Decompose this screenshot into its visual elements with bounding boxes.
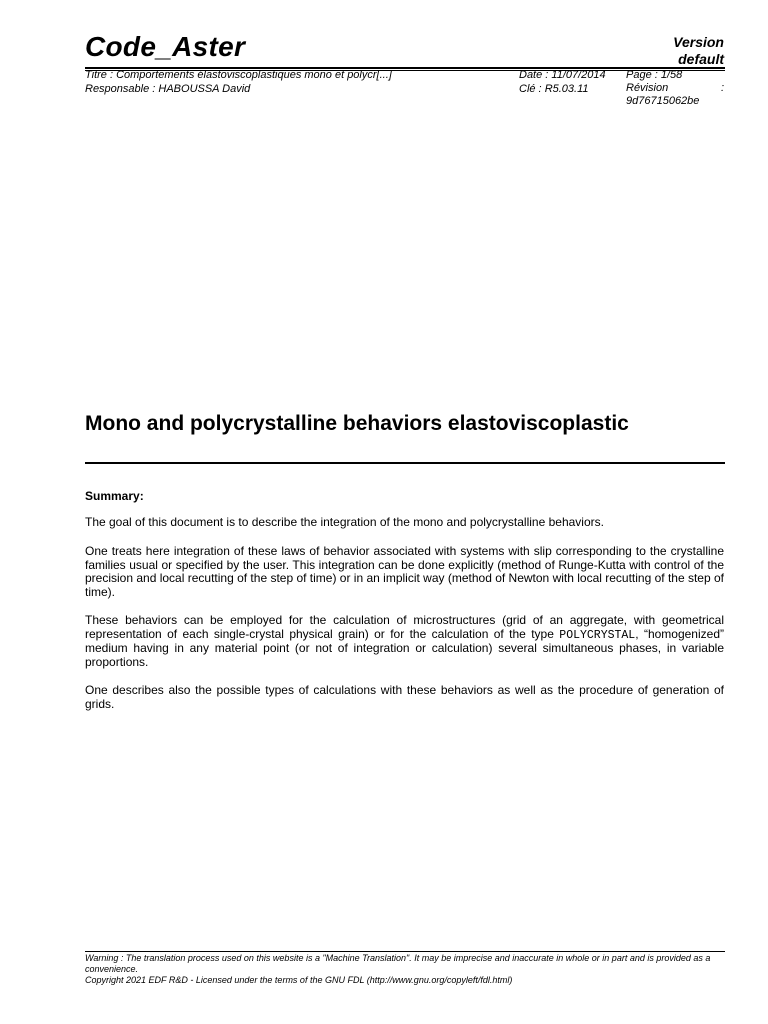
version-value: default — [678, 51, 724, 67]
footer-warning: Warning : The translation process used on this website is a "Machine Translation". It may be imprecise and inaccurate in whole or in part and is provided as a convenience. — [85, 953, 711, 974]
summary-paragraph-3 — [85, 614, 724, 669]
summary-paragraph-2: One treats here integration of these laws of behavior associated with systems with slip corresponding to the crystalline families usual or specified by the user. This integration can be done explicitly (method of Runge-Kutta with control of the precision and local recutting of the step of time) or in an implicit way (method of Newton with local recutting of the step of time). — [85, 544, 724, 599]
paragraph-3-text-end: , “homogenized” medium having in any material point (or not of integration or calculation) several simultaneous phases, in variable proportions. — [85, 626, 724, 669]
header-revision — [626, 82, 724, 95]
header-cle — [519, 83, 589, 96]
responsable-value: HABOUSSA David — [158, 83, 251, 95]
cle-value: R5.03.11 — [544, 83, 589, 95]
header-responsable — [85, 83, 250, 96]
header-page — [626, 69, 682, 82]
document-title: Mono and polycrystalline behaviors elastoviscoplastic — [85, 412, 629, 435]
date-value: 11/07/2014 — [551, 69, 606, 81]
summary-heading: Summary: — [85, 489, 144, 503]
titre-label: Titre : — [85, 69, 117, 81]
revision-value: 9d76715062be — [626, 95, 700, 107]
titre-value: Comportements élastoviscoplastiques mono et polycr[...] — [116, 69, 392, 81]
date-label: Date : — [519, 69, 552, 81]
page-value: 1/58 — [660, 69, 683, 81]
version-label: Version — [673, 34, 724, 50]
cle-label: Clé : — [519, 83, 545, 95]
footer-copyright: Copyright 2021 EDF R&D - Licensed under the terms of the GNU FDL (http://www.gnu.org/copyleft/fdl.html) — [85, 975, 513, 985]
code-aster-logo: Code_Aster — [85, 31, 246, 62]
revision-colon: : — [720, 82, 724, 94]
responsable-label: Responsable : — [85, 83, 159, 95]
polycrystal-code: POLYCRYSTAL — [559, 628, 636, 642]
paragraph-3-text-start: These behaviors can be employed for the calculation of microstructures (grid of an aggregate, with geometrical representation of each single-crystal physical grain) or for the calculation of the type — [85, 613, 724, 641]
revision-label: Révision — [626, 82, 669, 94]
header-titre — [85, 69, 392, 82]
title-rule — [85, 462, 725, 464]
header-date — [519, 69, 606, 82]
summary-paragraph-1: The goal of this document is to describe the integration of the mono and polycrystalline behaviors. — [85, 515, 604, 529]
summary-paragraph-4: One describes also the possible types of calculations with these behaviors as well as the procedure of generation of grids. — [85, 683, 724, 711]
footer-rule — [85, 951, 725, 952]
page-label: Page : — [626, 69, 661, 81]
version-block — [673, 34, 724, 68]
